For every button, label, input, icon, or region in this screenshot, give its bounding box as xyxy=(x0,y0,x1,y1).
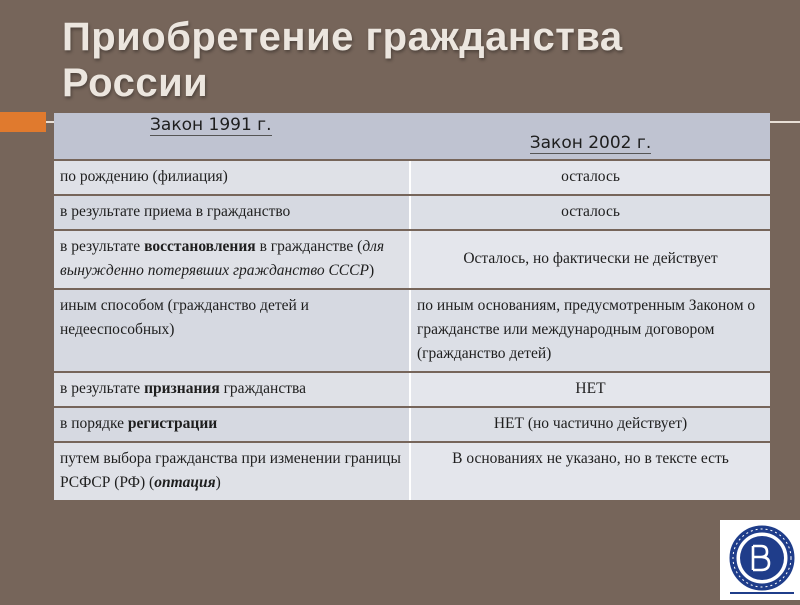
hse-university-logo-icon xyxy=(720,520,800,600)
cell-law-1991 xyxy=(54,161,411,194)
cell-text-segment: по иным основаниям, предусмотренным Законом о гражданстве или международным договором (гражданство детей) xyxy=(417,297,756,362)
cell-law-1991 xyxy=(54,231,411,288)
comparison-table-wrap xyxy=(54,111,770,502)
cell-text-segment: осталось xyxy=(561,168,620,185)
cell-law-1991 xyxy=(54,290,411,371)
cell-law-2002 xyxy=(411,231,770,288)
cell-law-1991 xyxy=(54,373,411,406)
header-law-2002 xyxy=(411,113,770,159)
cell-text-segment: оптация xyxy=(154,474,216,491)
cell-text-segment: НЕТ (но частично действует) xyxy=(493,415,688,432)
cell-law-1991 xyxy=(54,443,411,500)
cell-text-segment: по рождению (филиация) xyxy=(60,168,228,185)
header-law-1991 xyxy=(54,113,411,159)
cell-text-segment: признания xyxy=(144,380,220,397)
cell-text-segment: ) xyxy=(368,262,375,279)
cell-text-segment: в порядке xyxy=(60,415,128,432)
table-row xyxy=(54,196,770,229)
cell-text-segment: регистрации xyxy=(127,415,218,432)
cell-text-segment: восстановления xyxy=(144,238,256,255)
cell-law-2002 xyxy=(411,196,770,229)
cell-text-segment: ) xyxy=(215,474,221,491)
cell-law-2002 xyxy=(411,290,770,371)
table-row xyxy=(54,161,770,194)
cell-law-1991 xyxy=(54,408,411,441)
comparison-table xyxy=(54,111,770,502)
header-law-2002-label: Закон 2002 г. xyxy=(529,133,652,153)
cell-text-segment: иным способом (гражданство детей и недееспособных) xyxy=(60,297,309,338)
table-header-row xyxy=(54,113,770,159)
cell-text-segment: в результате xyxy=(60,380,145,397)
page-title: Приобретение гражданства России xyxy=(62,15,623,105)
cell-text-segment: для вынужденно потерявших гражданство СССР xyxy=(60,238,385,279)
cell-law-2002 xyxy=(411,373,770,406)
table-row xyxy=(54,231,770,288)
cell-law-2002 xyxy=(411,443,770,500)
table-row xyxy=(54,290,770,371)
cell-text-segment: в гражданстве ( xyxy=(255,238,363,255)
cell-text-segment: путем выбора гражданства при изменении границы РСФСР (РФ) ( xyxy=(60,450,401,491)
cell-law-2002 xyxy=(411,161,770,194)
table-row xyxy=(54,408,770,441)
cell-text-segment: НЕТ xyxy=(575,380,606,397)
cell-text-segment: в результате приема в гражданство xyxy=(60,203,291,220)
table-row xyxy=(54,443,770,500)
cell-text-segment: Осталось, но фактически не действует xyxy=(463,250,718,267)
table-row xyxy=(54,373,770,406)
cell-text-segment: в результате xyxy=(60,238,145,255)
cell-text-segment: В основаниях не указано, но в тексте есть xyxy=(452,450,729,467)
header-law-1991-label: Закон 1991 г. xyxy=(150,115,272,135)
cell-law-1991 xyxy=(54,196,411,229)
table-body xyxy=(54,161,770,500)
accent-bar xyxy=(0,112,46,132)
cell-law-2002 xyxy=(411,408,770,441)
cell-text-segment: осталось xyxy=(561,203,620,220)
cell-text-segment: гражданства xyxy=(219,380,306,397)
